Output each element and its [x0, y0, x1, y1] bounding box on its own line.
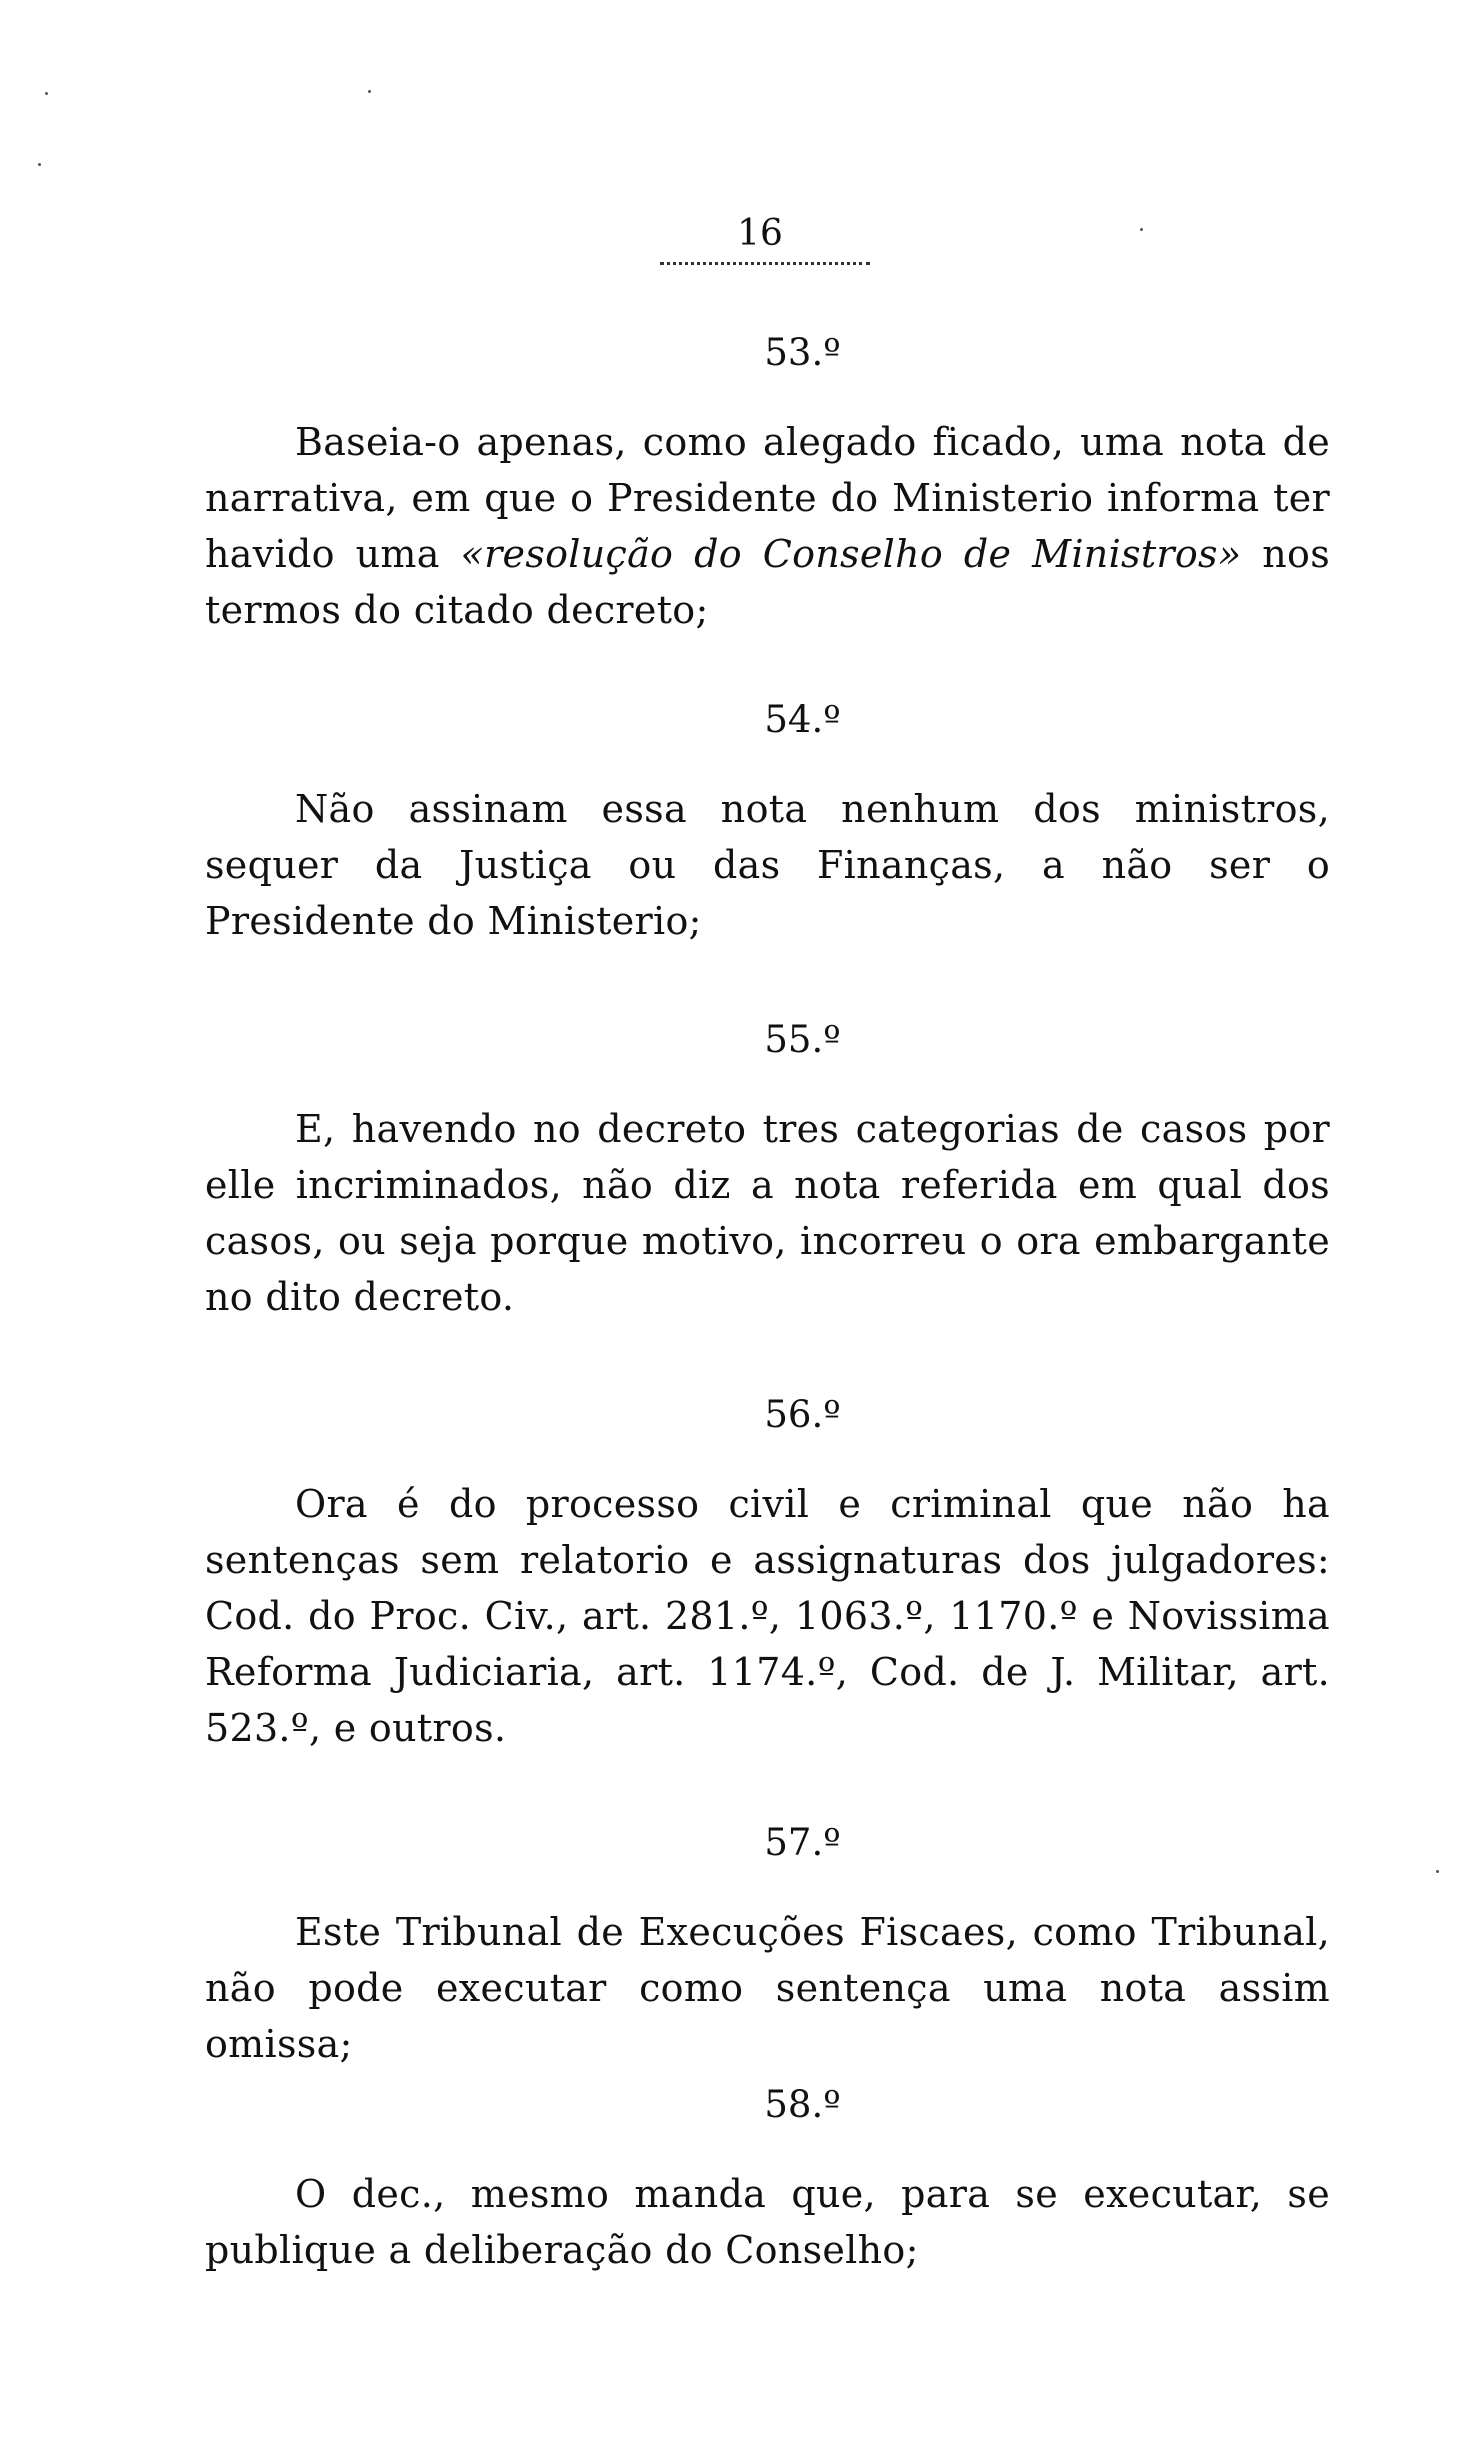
scan-speck — [1436, 1870, 1439, 1873]
section-paragraph: Ora é do processo civil e criminal que não ha sentenças sem relatorio e assignaturas dos julgadores: Cod. do Proc. Civ., art. 281.º, 1063.º, 1170.º e Novissima Reforma Judiciaria, art. 1174.º, Cod. de J. Militar, art. 523.º, e outros. — [205, 1482, 1330, 1750]
paragraph-text: Baseia-o apenas, como alegado ficado, uma nota de narrativa, em que o Presidente do Ministerio informa ter havido uma — [205, 420, 1330, 576]
section-number: 57.º — [764, 1821, 841, 1864]
section-58 — [205, 2080, 1330, 2278]
italic-quote: «resolução do Conselho de Ministros» — [460, 532, 1242, 576]
section-paragraph: E, havendo no decreto tres categorias de casos por elle incriminados, não diz a nota referida em qual dos casos, ou seja porque motivo, incorreu o ora embargante no dito decreto. — [205, 1107, 1330, 1319]
section-number: 54.º — [764, 698, 841, 741]
section-number: 53.º — [764, 331, 841, 374]
paragraph-text: nos termos do citado decreto; — [205, 532, 1331, 632]
section-number: 55.º — [764, 1018, 841, 1061]
section-54 — [205, 695, 1330, 949]
scan-speck — [1140, 228, 1143, 231]
section-paragraph: O dec., mesmo manda que, para se executar, se publique a deliberação do Conselho; — [205, 2172, 1330, 2272]
section-paragraph: Este Tribunal de Execuções Fiscaes, como Tribunal, não pode executar como sentença uma nota assim omissa; — [205, 1910, 1330, 2066]
section-56 — [205, 1390, 1330, 1756]
header-divider — [660, 262, 870, 265]
scan-speck — [38, 163, 41, 166]
scan-speck — [368, 90, 371, 93]
page-number: 16 — [737, 213, 783, 254]
section-57 — [205, 1818, 1330, 2072]
section-paragraph: Não assinam essa nota nenhum dos ministros, sequer da Justiça ou das Finanças, a não ser o Presidente do Ministerio; — [205, 787, 1330, 943]
scan-speck — [45, 92, 48, 95]
section-53 — [205, 328, 1330, 638]
section-number: 58.º — [764, 2083, 841, 2126]
section-55 — [205, 1015, 1330, 1325]
section-number: 56.º — [764, 1393, 841, 1436]
section-paragraph — [205, 414, 1330, 638]
